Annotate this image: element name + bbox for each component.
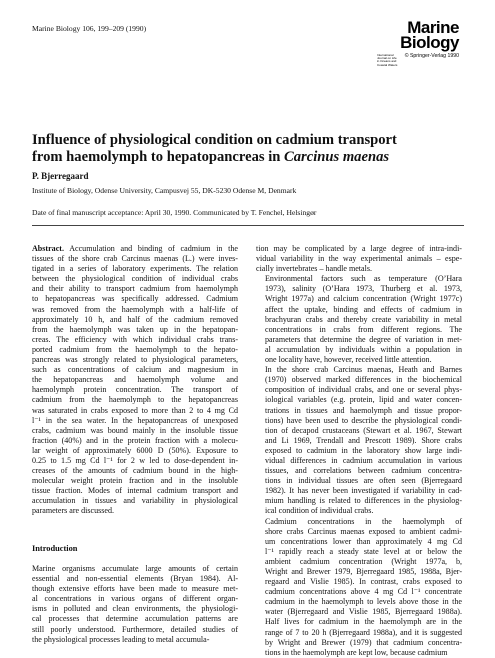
text-line: cially invertebrates – handle metals.: [256, 264, 372, 274]
text-line: tissue fraction. Modes of internal cadmium transport and: [32, 486, 238, 496]
text-line: creases of the amounts of cadmium bound in the high-: [32, 466, 238, 476]
text-line: Marine organisms accumulate large amounts of certain: [32, 564, 238, 573]
text-line: tions in individual tissues are often seen (Bjerregaard: [265, 476, 462, 486]
text-line: vidual variability in the way experimental animals – espe-: [256, 254, 462, 264]
text-line: al accumulation by individuals within a population in: [265, 344, 462, 354]
text-line: isms in polluted and clean environments, the physiologi-: [32, 604, 238, 614]
text-line: cadmium concentrations above 4 mg Cd l⁻¹ concentrate: [265, 587, 462, 597]
text-line: pancreas was strongly related to physiological parameters,: [32, 355, 238, 365]
logo-word-marine: Marine: [407, 18, 459, 37]
text-line: Abstract. Accumulation and binding of cadmium in the: [32, 244, 238, 253]
text-line: fraction (40%) and in the protein fraction with a molecu-: [32, 435, 238, 445]
text-line: to hepatopancreas was specifically addressed. Cadmium: [32, 294, 238, 304]
text-line: concentrations in crabs from different regions. The: [265, 324, 462, 334]
text-line: cal processes that determine accumulation patterns are: [32, 614, 238, 624]
text-line: by Wright and Brewer (1979) that cadmium concentra-: [265, 637, 462, 647]
introduction-text: [32, 564, 238, 645]
text-line: water (Bjerregaard and Vislie 1985, Bjerregaard 1988a).: [265, 607, 462, 617]
text-line: ported cadmium from the haemolymph to the hepato-: [32, 344, 238, 354]
text-line: (1970) observed marked differences in the biochemical: [265, 375, 462, 385]
text-line: brachyuran crabs and thereby create variability in metal: [265, 314, 462, 324]
text-line: creas. The efficiency with which individual crabs trans-: [32, 334, 238, 344]
text-line: crabs, cadmium was bound mainly in the insoluble tissue: [32, 425, 238, 435]
text-line: um concentrations lower than approximately 4 mg Cd: [265, 536, 462, 546]
logo-fine-print: International Journal on Life in Oceans and Coastal Waters: [377, 53, 398, 67]
introduction-heading: Introduction: [32, 544, 78, 553]
text-line: was saturated in crabs exposed to more than 2 to 4 mg Cd: [32, 405, 238, 415]
paragraph-environmental-factors: [256, 274, 462, 365]
abstract-paragraph: [32, 244, 238, 517]
journal-logo: [373, 18, 459, 67]
text-line: cadmium in the haemolymph to levels above those in the: [265, 597, 462, 607]
text-line: In the shore crab Carcinus maenas, Heath and Barnes: [265, 365, 462, 375]
text-line: regaard and Vislie 1985). In contrast, crabs exposed to: [265, 577, 462, 587]
text-line: such as concentrations of calcium and magnesium in: [32, 365, 238, 375]
text-line: al concentrations in various organs of different organ-: [32, 594, 238, 604]
text-line: and Li 1969, Trendall and Prescott 1989). Shore crabs: [265, 435, 462, 445]
text-line: tigated in a series of laboratory experiments. The relation: [32, 264, 238, 274]
text-line: ical condition of individual crabs.: [265, 506, 374, 516]
header-divider: [32, 225, 464, 226]
text-line: molecular weight protein fraction and in the insoluble: [32, 476, 238, 486]
text-line: Wright 1977a) and calcium concentration (Wright 1977c): [265, 294, 462, 304]
text-line: affect the uptake, binding and effects of cadmium in: [265, 304, 462, 314]
author-affiliation: Institute of Biology, Odense University, Campusvej 55, DK-5230 Odense M, Denmark: [32, 186, 297, 195]
text-line: accumulation in tissues and variability in physiological: [32, 496, 238, 506]
journal-citation: Marine Biology 106, 199–209 (1990): [32, 24, 147, 33]
text-line: composition of individual crabs, and one or several phys-: [265, 385, 462, 395]
text-line: Half lives for cadmium in the haemolymph are in the: [265, 617, 462, 627]
right-column-text: [256, 244, 462, 658]
text-line: approximately 10 h, and half of the cadmium removed: [32, 314, 238, 324]
text-line: exposed to cadmium in the laboratory show large indi-: [265, 445, 462, 455]
text-line: tions in the haemolymph are kept low, because cadmium: [265, 647, 448, 657]
paragraph-shore-crab: [256, 365, 462, 516]
text-line: 0.25 to 1.5 mg Cd l⁻¹ for 2 w led to dose-dependent in-: [32, 455, 238, 465]
text-line: between the physiological condition of individual crabs: [32, 274, 238, 284]
author-name: P. Bjerregaard: [32, 171, 89, 181]
logo-word-biology: Biology: [400, 33, 459, 52]
paragraph-cadmium-concentrations: [256, 517, 462, 658]
text-line: tion of decapod crustaceans (Stewart et al. 1967, Stewart: [265, 425, 462, 435]
title-species: Carcinus maenas: [284, 149, 390, 165]
introduction-paragraph: [32, 564, 238, 645]
text-line: iological variables (e.g. protein, lipid and water concen-: [265, 395, 462, 405]
text-line: Environmental factors such as temperature (O’Hara: [265, 274, 462, 284]
text-line: tissues of the shore crab Carcinus maenas (L.) were inves-: [32, 254, 238, 264]
text-line: from the haemolymph was taken up in the hepatopan-: [32, 324, 238, 334]
abstract-block: [32, 244, 238, 517]
text-line: cadmium from the haemolymph to the hepatopancreas: [32, 395, 238, 405]
title-line-1: Influence of physiological condition on cadmium transport: [32, 132, 397, 148]
text-line: l⁻¹ rapidly reach a steady state level at or below the: [265, 546, 462, 556]
text-line: still poorly understood. Furthermore, detailed studies of: [32, 624, 238, 634]
text-line: lar weight of approximately 6000 D (50%). Exposure to: [32, 445, 238, 455]
text-line: Cadmium concentrations in the haemolymph of: [265, 516, 462, 526]
text-line: vidual differences in cadmium accumulation in various: [265, 455, 462, 465]
paragraph-continued: [256, 244, 462, 274]
text-line: though extensive efforts have been made to measure met-: [32, 584, 238, 594]
text-line: Wright and Brewer 1979, Bjerregaard 1985, 1988a, Bjer-: [265, 567, 462, 576]
text-line: range of 7 to 20 h (Bjerregaard 1988a), and it is suggested: [265, 627, 462, 637]
text-line: the physiological processes leading to metal accumula-: [32, 634, 210, 644]
acceptance-dates: Date of final manuscript acceptance: April 30, 1990. Communicated by T. Fenchel, Helsingør: [32, 208, 317, 217]
text-line: essential and non-essential elements (Bryan 1984). Al-: [32, 574, 238, 584]
text-line: tion may be complicated by a large degree of intra-indi-: [256, 244, 462, 253]
text-line: tissues, and correlations between cadmium concentra-: [265, 466, 462, 476]
text-line: ambient cadmium concentration (Wright 1977a, b,: [265, 556, 462, 566]
text-line: was removed from the haemolymph with a half-life of: [32, 304, 238, 314]
text-line: l⁻¹ in the sea water. In the hepatopancreas of unexposed: [32, 415, 238, 425]
text-line: shore crabs Carcinus maenas exposed to ambient cadmi-: [265, 526, 462, 536]
text-line: parameters are discussed.: [32, 506, 114, 516]
logo-publisher: © Springer-Verlag 1990: [404, 53, 459, 59]
text-line: haemolymph protein concentration. The transport of: [32, 385, 238, 395]
abstract-label: Abstract.: [32, 244, 64, 253]
text-line: 1982). It has never been investigated if variability in cad-: [265, 486, 462, 496]
text-line: 1973), salinity (O’Hara 1973, Thurberg et al. 1973,: [265, 284, 462, 294]
title-line-2: from haemolymph to hepatopancreas in: [32, 149, 285, 165]
text-line: and their ability to transport cadmium from haemolymph: [32, 284, 238, 294]
text-line: mium handling is related to differences in the physiolog-: [265, 496, 462, 506]
text-line: parameters that determine the degree of variation in met-: [265, 334, 462, 344]
article-title: [32, 132, 472, 166]
text-line: trations in tissues and haemolymph and tissue propor-: [265, 405, 462, 415]
text-line: tions) have been used to describe the physiological condi-: [265, 415, 462, 425]
text-line: the hepatopancreas and haemolymph volume and: [32, 375, 238, 385]
text-line: one locality have, however, received little attention.: [265, 355, 432, 365]
